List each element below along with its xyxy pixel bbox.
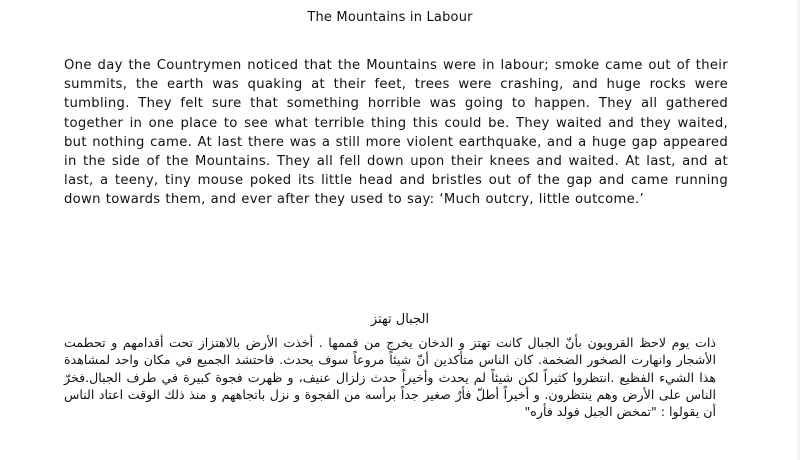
english-title: The Mountains in Labour [307, 10, 473, 25]
english-story-text: One day the Countrymen noticed that the Mountains were in labour; smoke came out of their summits, the earth was quaking at their feet, trees were crashing, and huge rocks were tumbling. They felt sure that something horrible was going to happen. They all gathered together in one place to see what terrible thing this could be. They waited and they waited, but nothing came. At last there was a still more violent earthquake, and a huge gap appeared in the side of the Mountains. They all fell down upon their knees and waited. At last, and at last, a teeny, tiny mouse poked its little head and bristles out of the gap and came running down towards them, and ever after they used to say: ‘Much outcry, little outcome.’ [64, 58, 728, 208]
arabic-story-text: ذات يوم لاحظ القرويون بأنّ الجبال كانت تهتز و الدخان يخرج من قممها . أخذت الأرض بالاهتزاز تحت أقدامهم و تحطمت الأشجار وانهارت الصخور الضخمة. كان الناس متأكدين أنّ شيئاً مروعاً سوف يحدث. فاحتشد الجميع في مكان واحد لمشاهدة هذا الشيء الفظيع .انتظروا كثيراً لكن شيئاً لم يحدث وأخيراً حدث زلزال عنيف، و ظهرت فجوة كبيرة في طرف الجبال.فخرّ الناس على الأرض وهم ينتظرون. و أخيراً أطلّ فأرٌ صغير جداً برأسه من الفجوة و نزل باتجاههم و منذ ذلك الوقت اعتاد الناس أن يقولوا : "تمخض الجبل فولد فأره" [64, 335, 716, 420]
arabic-title: الجبال تهتز [370, 312, 430, 327]
